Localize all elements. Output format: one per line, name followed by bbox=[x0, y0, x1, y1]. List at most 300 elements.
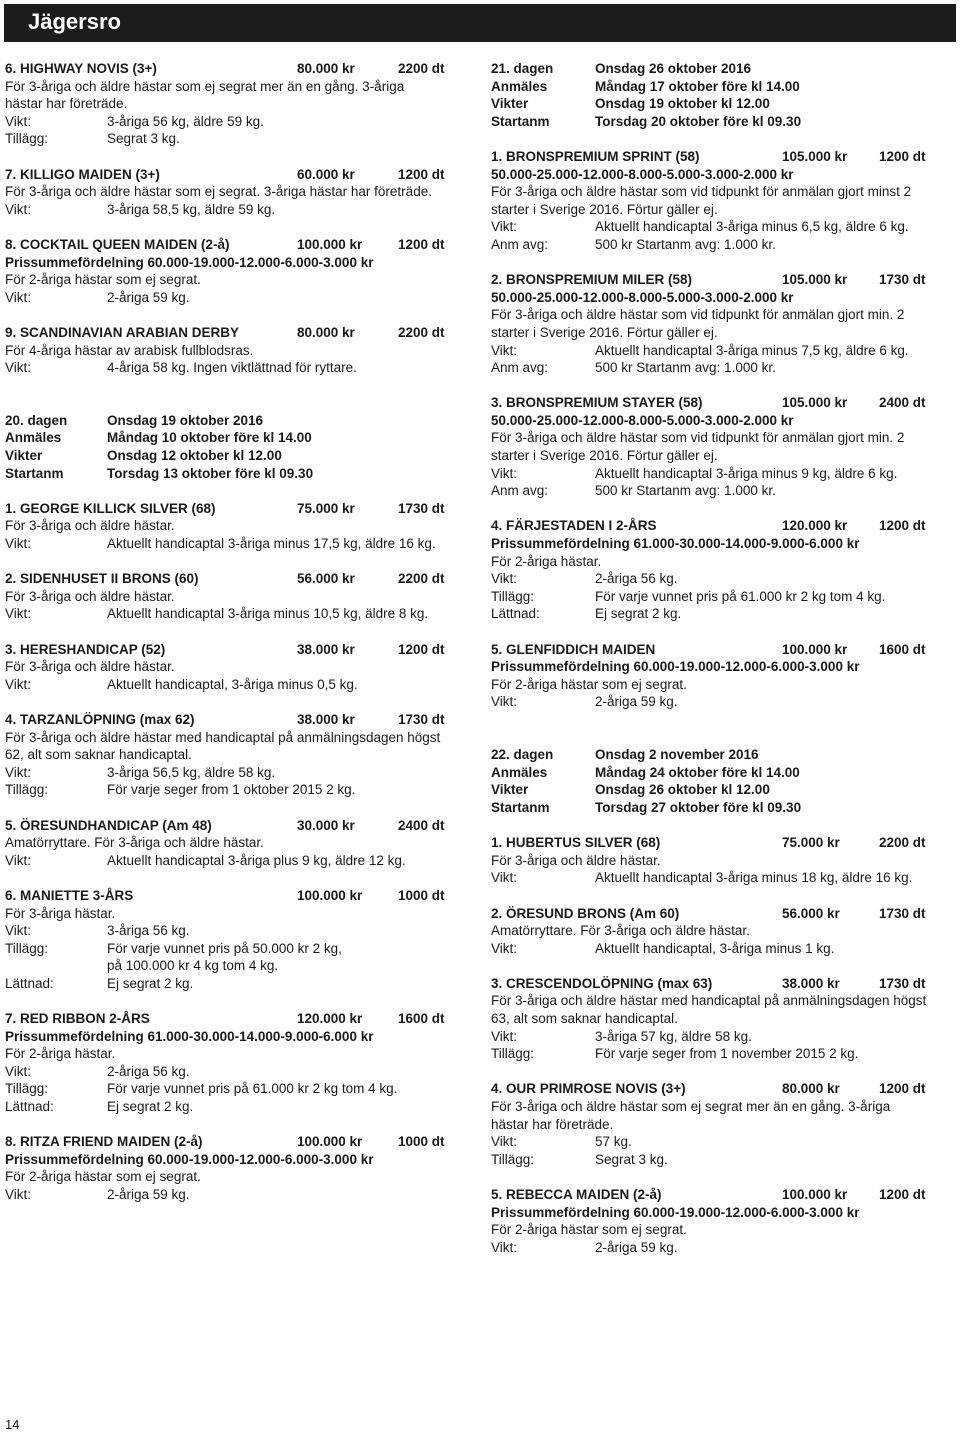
race-condition: För 3-åriga hästar. bbox=[5, 905, 116, 921]
race-name: 9. SCANDINAVIAN ARABIAN DERBY bbox=[5, 324, 240, 340]
race-distance: 1600 dt bbox=[879, 641, 926, 657]
term-label: Tillägg: bbox=[5, 1081, 49, 1097]
page-header bbox=[4, 4, 956, 42]
race-condition: För 3-åriga och äldre hästar. bbox=[5, 659, 175, 675]
term-value: För varje seger from 1 november 2015 2 kg. bbox=[595, 1046, 859, 1062]
race-entry bbox=[491, 834, 951, 887]
race-prize: 80.000 kr bbox=[782, 1081, 840, 1097]
race-entry bbox=[5, 1010, 467, 1116]
race-title bbox=[5, 1010, 467, 1028]
race-term bbox=[491, 1239, 951, 1257]
prize-split: 50.000-25.000-12.000-8.000-5.000-3.000-2.000 kr bbox=[491, 412, 794, 428]
race-condition: För 3-åriga och äldre hästar som vid tidpunkt för anmälan gjort min. 2 bbox=[491, 307, 905, 323]
race-entry bbox=[5, 570, 467, 623]
day-weights bbox=[5, 447, 467, 465]
race-term bbox=[491, 940, 951, 958]
race-name: 6. MANIETTE 3-ÅRS bbox=[5, 887, 134, 903]
race-term bbox=[5, 1098, 467, 1116]
race-entry bbox=[491, 271, 951, 377]
race-term bbox=[5, 957, 467, 975]
race-condition: För 2-åriga hästar som ej segrat. bbox=[5, 1169, 201, 1185]
race-condition: För 3-åriga och äldre hästar. bbox=[5, 518, 175, 534]
day-date-value: Onsdag 2 november 2016 bbox=[595, 747, 759, 763]
race-day bbox=[491, 746, 951, 816]
prize-split: 50.000-25.000-12.000-8.000-5.000-3.000-2.000 kr bbox=[491, 166, 794, 182]
race-entry bbox=[491, 641, 951, 711]
term-value: 3-åriga 56 kg. bbox=[107, 923, 190, 939]
race-term bbox=[5, 1080, 467, 1098]
term-value: Aktuellt handicaptal 3-åriga minus 17,5 kg, äldre 16 kg. bbox=[107, 536, 436, 552]
race-list bbox=[491, 834, 951, 1256]
race-term bbox=[5, 605, 467, 623]
race-distance: 1200 dt bbox=[398, 236, 445, 252]
race-term bbox=[491, 570, 951, 588]
race-term bbox=[5, 940, 467, 958]
term-label bbox=[5, 957, 107, 975]
race-title bbox=[491, 148, 951, 166]
race-title bbox=[5, 1133, 467, 1151]
race-name: 2. BRONSPREMIUM MILER (58) bbox=[491, 272, 693, 288]
race-name: 3. HERESHANDICAP (52) bbox=[5, 641, 166, 657]
race-term bbox=[491, 693, 951, 711]
day-weights bbox=[491, 781, 951, 799]
race-day bbox=[491, 60, 951, 130]
day-weights bbox=[491, 95, 951, 113]
race-name: 1. BRONSPREMIUM SPRINT (58) bbox=[491, 148, 700, 164]
race-term bbox=[491, 1133, 951, 1151]
race-entry bbox=[491, 394, 951, 500]
race-condition: För 3-åriga och äldre hästar som ej segrat. 3-åriga hästar har företräde. bbox=[5, 184, 432, 200]
race-term bbox=[491, 869, 951, 887]
race-prize: 120.000 kr bbox=[297, 1011, 363, 1027]
race-condition: Amatörryttare. För 3-åriga och äldre hästar. bbox=[491, 923, 750, 939]
day-entries-value: Måndag 17 oktober före kl 14.00 bbox=[595, 78, 800, 94]
day-entries-value: Måndag 10 oktober före kl 14.00 bbox=[107, 430, 312, 446]
term-value: Ej segrat 2 kg. bbox=[107, 1099, 194, 1115]
day-entries bbox=[491, 78, 951, 96]
term-value: Aktuellt handicaptal 3-åriga minus 7,5 kg, äldre 6 kg. bbox=[595, 342, 909, 358]
race-term bbox=[491, 218, 951, 236]
race-term bbox=[5, 975, 467, 993]
race-term bbox=[5, 852, 467, 870]
race-distance: 1200 dt bbox=[879, 148, 926, 164]
race-entry bbox=[5, 711, 467, 799]
term-label: Vikt: bbox=[491, 1028, 518, 1044]
race-distance: 1200 dt bbox=[879, 1187, 926, 1202]
term-value: 3-åriga 56 kg, äldre 59 kg. bbox=[107, 113, 264, 129]
term-label: Vikt: bbox=[5, 606, 32, 622]
term-label: Vikt: bbox=[5, 764, 32, 780]
race-entry bbox=[5, 60, 467, 148]
race-term bbox=[5, 922, 467, 940]
race-title bbox=[5, 324, 467, 342]
race-prize: 75.000 kr bbox=[297, 500, 355, 516]
term-value: 57 kg. bbox=[595, 1134, 632, 1150]
day-weights-value: Onsdag 26 oktober kl 12.00 bbox=[595, 782, 770, 798]
race-distance: 2400 dt bbox=[879, 395, 926, 411]
term-label: Vikt: bbox=[5, 536, 32, 552]
term-value: 3-åriga 58,5 kg, äldre 59 kg. bbox=[107, 201, 276, 217]
race-condition: starter i Sverige 2016. Förtur gäller ej. bbox=[491, 324, 718, 340]
race-entry bbox=[5, 236, 467, 306]
term-label: Vikt: bbox=[5, 676, 32, 692]
race-name: 4. TARZANLÖPNING (max 62) bbox=[5, 711, 195, 727]
day-entries-label: Anmäles bbox=[5, 430, 62, 446]
race-title bbox=[491, 517, 951, 535]
race-term bbox=[491, 236, 951, 254]
day-date-value: Onsdag 19 oktober 2016 bbox=[107, 412, 264, 428]
race-term bbox=[491, 588, 951, 606]
race-name: 7. KILLIGO MAIDEN (3+) bbox=[5, 166, 160, 182]
race-entry bbox=[5, 817, 467, 870]
race-list bbox=[5, 60, 467, 377]
race-entry bbox=[5, 500, 467, 553]
term-value: 2-åriga 59 kg. bbox=[595, 1239, 678, 1255]
race-prize: 100.000 kr bbox=[297, 1134, 363, 1150]
race-distance: 1200 dt bbox=[879, 1081, 926, 1097]
prize-split: Prissummefördelning 60.000-19.000-12.000-6.000-3.000 kr bbox=[5, 1151, 374, 1167]
race-distance: 1000 dt bbox=[398, 887, 445, 903]
term-value: För varje vunnet pris på 61.000 kr 2 kg tom 4 kg. bbox=[595, 588, 886, 604]
term-value: på 100.000 kr 4 kg tom 4 kg. bbox=[107, 958, 279, 974]
race-title bbox=[491, 641, 951, 659]
term-label: Vikt: bbox=[491, 465, 518, 481]
race-term bbox=[491, 1045, 951, 1063]
term-value: För varje seger from 1 oktober 2015 2 kg. bbox=[107, 782, 356, 798]
day-weights-value: Onsdag 12 oktober kl 12.00 bbox=[107, 448, 282, 464]
race-entry bbox=[5, 166, 467, 219]
race-condition: För 2-åriga hästar. bbox=[5, 1046, 116, 1062]
day-entries-label: Anmäles bbox=[491, 78, 548, 94]
race-entry bbox=[5, 324, 467, 377]
race-prize: 120.000 kr bbox=[782, 518, 848, 534]
term-label: Vikt: bbox=[491, 342, 518, 358]
term-value: För varje vunnet pris på 50.000 kr 2 kg, bbox=[107, 940, 342, 956]
race-name: 5. ÖRESUNDHANDICAP (Am 48) bbox=[5, 817, 212, 833]
race-term bbox=[5, 113, 467, 131]
race-condition: Amatörryttare. För 3-åriga och äldre hästar. bbox=[5, 835, 264, 851]
term-label: Tillägg: bbox=[491, 588, 535, 604]
race-prize: 100.000 kr bbox=[782, 641, 848, 657]
race-condition: För 2-åriga hästar som ej segrat. bbox=[491, 676, 687, 692]
term-value: 3-åriga 56,5 kg, äldre 58 kg. bbox=[107, 764, 276, 780]
day-starters bbox=[491, 799, 951, 817]
day-starters-label: Startanm bbox=[491, 113, 550, 129]
race-name: 5. REBECCA MAIDEN (2-å) bbox=[491, 1187, 662, 1202]
race-entry bbox=[5, 641, 467, 694]
term-label: Vikt: bbox=[491, 940, 518, 956]
race-entry bbox=[491, 1080, 951, 1168]
race-prize: 38.000 kr bbox=[297, 711, 355, 727]
term-value: 2-åriga 59 kg. bbox=[107, 1187, 190, 1202]
race-name: 1. HUBERTUS SILVER (68) bbox=[491, 835, 661, 851]
race-condition: 62, alt som saknar handicaptal. bbox=[5, 747, 192, 763]
race-distance: 1600 dt bbox=[398, 1011, 445, 1027]
race-name: 4. OUR PRIMROSE NOVIS (3+) bbox=[491, 1081, 686, 1097]
race-entry bbox=[491, 148, 951, 254]
day-entries bbox=[5, 429, 467, 447]
term-label: Anm avg: bbox=[491, 483, 549, 499]
race-title bbox=[491, 905, 951, 923]
race-title bbox=[5, 60, 467, 78]
race-distance: 1200 dt bbox=[398, 166, 445, 182]
day-date-label: 20. dagen bbox=[5, 412, 68, 428]
race-distance: 1000 dt bbox=[398, 1134, 445, 1150]
race-title bbox=[5, 166, 467, 184]
term-label: Lättnad: bbox=[5, 1099, 54, 1115]
race-term bbox=[5, 359, 467, 377]
prize-split: Prissummefördelning 60.000-19.000-12.000-6.000-3.000 kr bbox=[5, 254, 374, 270]
day-starters-value: Torsdag 13 oktober före kl 09.30 bbox=[107, 465, 314, 481]
race-title bbox=[491, 1080, 951, 1098]
day-date-label: 21. dagen bbox=[491, 61, 554, 76]
race-distance: 2400 dt bbox=[398, 817, 445, 833]
race-condition: För 3-åriga och äldre hästar. bbox=[491, 852, 661, 868]
race-list bbox=[5, 500, 467, 1204]
race-term bbox=[5, 1186, 467, 1204]
term-label: Anm avg: bbox=[491, 236, 549, 252]
race-distance: 1730 dt bbox=[398, 711, 445, 727]
term-value: 4-åriga 58 kg. Ingen viktlättnad för ryttare. bbox=[107, 360, 357, 376]
race-condition: hästar har företräde. bbox=[5, 96, 128, 112]
race-condition: För 3-åriga och äldre hästar med handicaptal på anmälningsdagen högst bbox=[5, 729, 441, 745]
race-title bbox=[491, 394, 951, 412]
race-prize: 80.000 kr bbox=[297, 324, 355, 340]
race-name: 2. ÖRESUND BRONS (Am 60) bbox=[491, 905, 680, 921]
race-term bbox=[5, 289, 467, 307]
race-prize: 105.000 kr bbox=[782, 395, 848, 411]
day-starters-value: Torsdag 20 oktober före kl 09.30 bbox=[595, 113, 802, 129]
day-date-value: Onsdag 26 oktober 2016 bbox=[595, 61, 752, 76]
prize-split: Prissummefördelning 61.000-30.000-14.000-9.000-6.000 kr bbox=[5, 1028, 374, 1044]
race-name: 3. CRESCENDOLÖPNING (max 63) bbox=[491, 975, 713, 991]
race-name: 5. GLENFIDDICH MAIDEN bbox=[491, 641, 656, 657]
day-starters bbox=[491, 113, 951, 131]
term-value: Ej segrat 2 kg. bbox=[107, 975, 194, 991]
race-prize: 100.000 kr bbox=[297, 236, 363, 252]
term-value: 2-åriga 59 kg. bbox=[595, 694, 678, 710]
term-value: För varje vunnet pris på 61.000 kr 2 kg tom 4 kg. bbox=[107, 1081, 398, 1097]
term-value: Ej segrat 2 kg. bbox=[595, 606, 682, 622]
race-condition: hästar har företräde. bbox=[491, 1116, 614, 1132]
race-condition: För 2-åriga hästar. bbox=[491, 553, 602, 569]
term-value: Aktuellt handicaptal 3-åriga minus 10,5 kg, äldre 8 kg. bbox=[107, 606, 429, 622]
race-term bbox=[491, 482, 951, 500]
race-prize: 60.000 kr bbox=[297, 166, 355, 182]
term-label: Vikt: bbox=[5, 113, 32, 129]
page-title: Jägersro bbox=[28, 9, 121, 34]
prize-split: Prissummefördelning 60.000-19.000-12.000-6.000-3.000 kr bbox=[491, 659, 860, 675]
prize-split: 50.000-25.000-12.000-8.000-5.000-3.000-2.000 kr bbox=[491, 289, 794, 305]
race-prize: 38.000 kr bbox=[782, 975, 840, 991]
race-title bbox=[5, 641, 467, 659]
race-distance: 1730 dt bbox=[879, 272, 926, 288]
day-weights-value: Onsdag 19 oktober kl 12.00 bbox=[595, 96, 770, 112]
term-label: Vikt: bbox=[5, 852, 32, 868]
race-title bbox=[491, 975, 951, 993]
race-title bbox=[491, 834, 951, 852]
race-condition: För 3-åriga och äldre hästar som ej segrat mer än en gång. 3-åriga bbox=[5, 78, 405, 94]
race-prize: 56.000 kr bbox=[782, 905, 840, 921]
term-value: Aktuellt handicaptal, 3-åriga minus 1 kg. bbox=[595, 940, 835, 956]
race-distance: 2200 dt bbox=[398, 571, 445, 587]
term-value: Aktuellt handicaptal, 3-åriga minus 0,5 kg. bbox=[107, 676, 358, 692]
race-condition: För 3-åriga och äldre hästar med handicaptal på anmälningsdagen högst bbox=[491, 993, 927, 1009]
day-starters-label: Startanm bbox=[491, 799, 550, 815]
term-value: 500 kr Startanm avg: 1.000 kr. bbox=[595, 483, 776, 499]
day-date-label: 22. dagen bbox=[491, 747, 554, 763]
race-prize: 105.000 kr bbox=[782, 148, 848, 164]
race-prize: 100.000 kr bbox=[782, 1187, 848, 1202]
term-label: Lättnad: bbox=[491, 606, 540, 622]
race-distance: 1730 dt bbox=[879, 975, 926, 991]
term-label: Lättnad: bbox=[5, 975, 54, 991]
term-label: Tillägg: bbox=[491, 1046, 535, 1062]
term-label: Vikt: bbox=[491, 571, 518, 587]
day-starters-label: Startanm bbox=[5, 465, 64, 481]
day-date bbox=[491, 746, 951, 764]
term-label: Vikt: bbox=[491, 1134, 518, 1150]
race-distance: 2200 dt bbox=[879, 835, 926, 851]
right-column bbox=[491, 60, 951, 1274]
race-entry bbox=[491, 517, 951, 623]
race-entry bbox=[5, 1133, 467, 1203]
race-term bbox=[5, 781, 467, 799]
race-term bbox=[5, 1063, 467, 1081]
race-title bbox=[5, 570, 467, 588]
term-label: Tillägg: bbox=[5, 782, 49, 798]
term-value: Segrat 3 kg. bbox=[107, 131, 180, 147]
race-list bbox=[491, 148, 951, 711]
prize-split: Prissummefördelning 60.000-19.000-12.000-6.000-3.000 kr bbox=[491, 1204, 860, 1220]
term-label: Vikt: bbox=[5, 201, 32, 217]
race-entry bbox=[5, 887, 467, 993]
race-distance: 1200 dt bbox=[879, 518, 926, 534]
race-condition: starter i Sverige 2016. Förtur gäller ej. bbox=[491, 201, 718, 217]
race-distance: 2200 dt bbox=[398, 324, 445, 340]
race-title bbox=[5, 500, 467, 518]
race-condition: För 3-åriga och äldre hästar som ej segrat mer än en gång. 3-åriga bbox=[491, 1099, 891, 1115]
race-distance: 2200 dt bbox=[398, 61, 445, 76]
race-name: 7. RED RIBBON 2-ÅRS bbox=[5, 1011, 150, 1027]
term-label: Vikt: bbox=[5, 923, 32, 939]
race-name: 1. GEORGE KILLICK SILVER (68) bbox=[5, 500, 216, 516]
race-prize: 38.000 kr bbox=[297, 641, 355, 657]
race-prize: 100.000 kr bbox=[297, 887, 363, 903]
race-name: 3. BRONSPREMIUM STAYER (58) bbox=[491, 395, 703, 411]
race-term bbox=[491, 1028, 951, 1046]
day-entries bbox=[491, 764, 951, 782]
race-prize: 80.000 kr bbox=[297, 61, 355, 76]
prize-split: Prissummefördelning 61.000-30.000-14.000-9.000-6.000 kr bbox=[491, 536, 860, 552]
race-term bbox=[491, 465, 951, 483]
term-label: Vikt: bbox=[491, 694, 518, 710]
term-label: Tillägg: bbox=[5, 131, 49, 147]
race-entry bbox=[491, 975, 951, 1063]
day-starters-value: Torsdag 27 oktober före kl 09.30 bbox=[595, 799, 802, 815]
race-title bbox=[5, 817, 467, 835]
race-prize: 30.000 kr bbox=[297, 817, 355, 833]
day-weights-label: Vikter bbox=[491, 782, 529, 798]
race-term bbox=[5, 130, 467, 148]
race-name: 8. RITZA FRIEND MAIDEN (2-å) bbox=[5, 1134, 203, 1150]
term-value: Aktuellt handicaptal 3-åriga minus 18 kg, äldre 16 kg. bbox=[595, 870, 913, 886]
race-distance: 1730 dt bbox=[879, 905, 926, 921]
race-prize: 56.000 kr bbox=[297, 571, 355, 587]
term-value: Aktuellt handicaptal 3-åriga plus 9 kg, äldre 12 kg. bbox=[107, 852, 406, 868]
race-term bbox=[5, 201, 467, 219]
race-title bbox=[5, 711, 467, 729]
term-value: 3-åriga 57 kg, äldre 58 kg. bbox=[595, 1028, 752, 1044]
race-term bbox=[5, 676, 467, 694]
race-condition: 63, alt som saknar handicaptal. bbox=[491, 1011, 678, 1027]
term-value: 500 kr Startanm avg: 1.000 kr. bbox=[595, 236, 776, 252]
race-condition: starter i Sverige 2016. Förtur gäller ej. bbox=[491, 448, 718, 464]
day-date bbox=[491, 60, 951, 78]
term-label: Vikt: bbox=[491, 219, 518, 235]
term-value: Aktuellt handicaptal 3-åriga minus 6,5 kg, äldre 6 kg. bbox=[595, 219, 909, 235]
left-column bbox=[5, 60, 467, 1221]
term-value: 2-åriga 56 kg. bbox=[595, 571, 678, 587]
term-label: Tillägg: bbox=[5, 940, 49, 956]
term-value: 500 kr Startanm avg: 1.000 kr. bbox=[595, 360, 776, 376]
term-label: Vikt: bbox=[5, 1187, 32, 1202]
term-label: Vikt: bbox=[5, 1063, 32, 1079]
day-date bbox=[5, 412, 467, 430]
race-name: 8. COCKTAIL QUEEN MAIDEN (2-å) bbox=[5, 236, 230, 252]
day-entries-value: Måndag 24 oktober före kl 14.00 bbox=[595, 764, 800, 780]
term-value: 2-åriga 56 kg. bbox=[107, 1063, 190, 1079]
race-name: 4. FÄRJESTADEN I 2-ÅRS bbox=[491, 518, 657, 534]
race-condition: För 4-åriga hästar av arabisk fullblodsras. bbox=[5, 342, 254, 358]
race-prize: 75.000 kr bbox=[782, 835, 840, 851]
day-weights-label: Vikter bbox=[5, 448, 43, 464]
page-number: 14 bbox=[5, 1417, 20, 1432]
term-value: Aktuellt handicaptal 3-åriga minus 9 kg, äldre 6 kg. bbox=[595, 465, 898, 481]
race-condition: För 2-åriga hästar som ej segrat. bbox=[5, 272, 201, 288]
race-title bbox=[5, 236, 467, 254]
race-distance: 1730 dt bbox=[398, 500, 445, 516]
race-title bbox=[491, 271, 951, 289]
race-prize: 105.000 kr bbox=[782, 272, 848, 288]
term-value: Segrat 3 kg. bbox=[595, 1151, 668, 1167]
race-distance: 1200 dt bbox=[398, 641, 445, 657]
race-title bbox=[5, 887, 467, 905]
race-day bbox=[5, 412, 467, 482]
race-condition: För 3-åriga och äldre hästar. bbox=[5, 588, 175, 604]
term-label: Tillägg: bbox=[491, 1151, 535, 1167]
race-term bbox=[491, 605, 951, 623]
day-weights-label: Vikter bbox=[491, 96, 529, 112]
race-entry bbox=[491, 1186, 951, 1256]
term-label: Vikt: bbox=[5, 360, 32, 376]
term-label: Anm avg: bbox=[491, 360, 549, 376]
race-title bbox=[491, 1186, 951, 1204]
day-entries-label: Anmäles bbox=[491, 764, 548, 780]
term-value: 2-åriga 59 kg. bbox=[107, 289, 190, 305]
race-term bbox=[491, 1151, 951, 1169]
race-name: 2. SIDENHUSET II BRONS (60) bbox=[5, 571, 199, 587]
race-condition: För 3-åriga och äldre hästar som vid tidpunkt för anmälan gjort min. 2 bbox=[491, 430, 905, 446]
term-label: Vikt: bbox=[5, 289, 32, 305]
race-name: 6. HIGHWAY NOVIS (3+) bbox=[5, 61, 157, 76]
race-entry bbox=[491, 905, 951, 958]
race-condition: För 3-åriga och äldre hästar som vid tidpunkt för anmälan gjort minst 2 bbox=[491, 184, 912, 200]
term-label: Vikt: bbox=[491, 870, 518, 886]
term-label: Vikt: bbox=[491, 1239, 518, 1255]
race-term bbox=[5, 764, 467, 782]
race-term bbox=[5, 535, 467, 553]
